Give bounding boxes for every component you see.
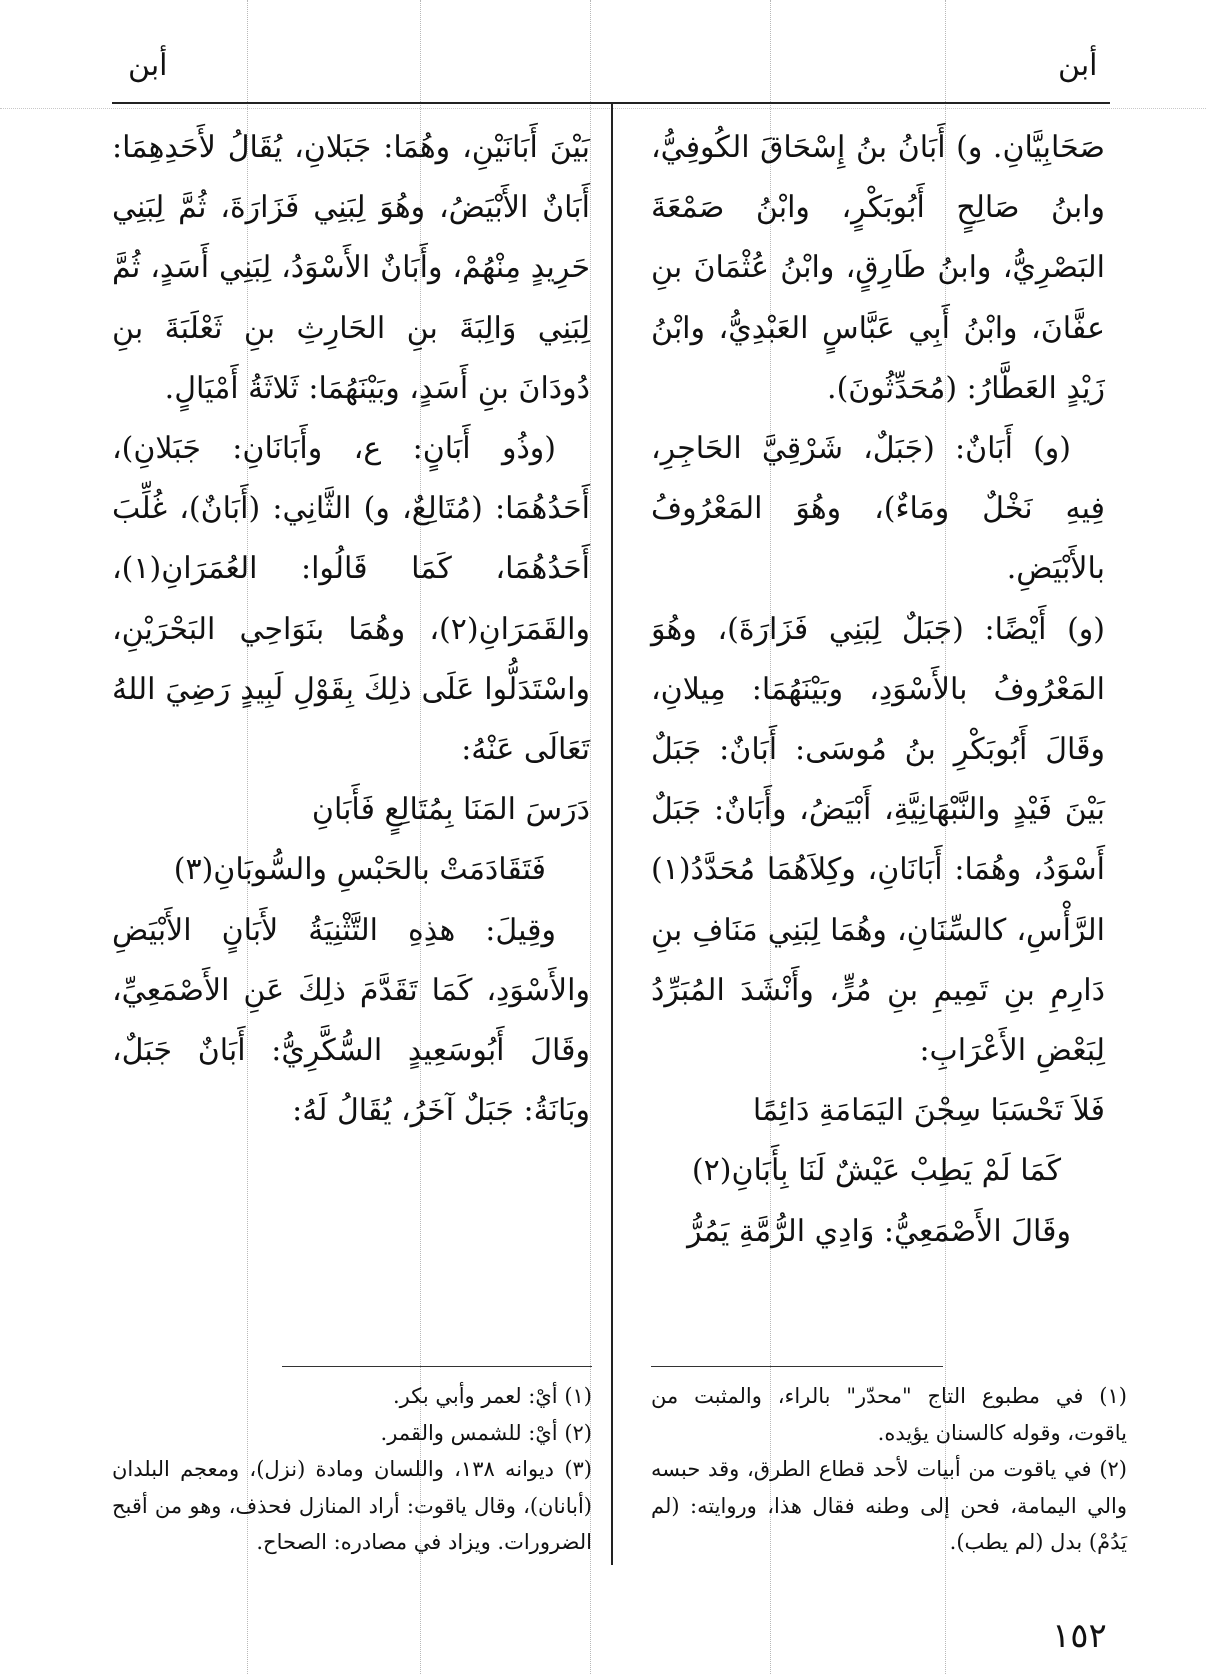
footnote-rule xyxy=(651,1366,943,1367)
running-header-right: أبن xyxy=(1058,48,1098,83)
paragraph: (و) أَبَانٌ: (جَبَلٌ، شَرْقِيَّ الحَاجِرِ، فِيهِ نَخْلٌ ومَاءٌ)، وهُوَ المَعْرُوفُ بالأَبْيَضِ. xyxy=(651,431,1105,587)
left-column xyxy=(112,118,590,1141)
footnote: (٣) ديوانه ١٣٨، واللسان ومادة (نزل)، ومعجم البلدان (أبانان)، وقال ياقوت: أراد المنازل فحذف، وهو من أقبح الضرورات. ويزاد في مصادره: الصحاح. xyxy=(112,1457,592,1554)
footnote: (٢) في ياقوت من أبيات لأحد قطاع الطرق، وقد حبسه والي اليمامة، فحن إلى وطنه فقال هذا، وروايته: (لم يَدُمْ) بدل (لم يطب). xyxy=(651,1457,1127,1554)
footnotes-left xyxy=(112,1378,592,1561)
verse-line: دَرَسَ المَنَا بِمُتَالِعٍ فَأَبَانِ xyxy=(311,792,590,828)
footnote: (١) في مطبوع التاج "محدّر" بالراء، والمثبت من ياقوت، وقوله كالسنان يؤيده. xyxy=(651,1384,1127,1445)
paragraph: (وذُو أَبَانٍ: ع، وأَبَانَانِ: جَبَلانِ)، أَحَدُهُمَا: (مُتَالِعٌ، و) الثَّانِي: (أَبَانٌ)، غُلِّبَ أَحَدُهُمَا، كَمَا قَالُوا: العُمَرَانِ(١)، والقَمَرَانِ(٢)، وهُمَا بنَوَاحِي البَحْرَيْنِ، واسْتَدَلُّوا عَلَى ذلِكَ بِقَوْلِ لَبِيدٍ رَضِيَ اللهُ تَعَالَى عَنْهُ: xyxy=(112,431,590,768)
right-column xyxy=(651,118,1105,1262)
paragraph: وقَالَ الأَصْمَعِيُّ: وَادِي الرُّمَّةِ يَمُرُّ xyxy=(687,1213,1071,1249)
footnote: (١) أيْ: لعمر وأبي بكر. xyxy=(392,1384,592,1408)
verse-line: فَتَقَادَمَتْ بالحَبْسِ والسُّوبَانِ(٣) xyxy=(173,852,546,888)
paragraph: (و) أَيْضًا: (جَبَلٌ لِبَنِي فَزَارَةَ)، وهُوَ المَعْرُوفُ بالأَسْوَدِ، وبَيْنَهُمَا: مِيلانِ، وقَالَ أَبُوبَكْرِ بنُ مُوسَى: أَبَانٌ: جَبَلٌ بَيْنَ فَيْدٍ والنَّبْهَانِيَّةِ، أَبْيَضُ، وأَبَانٌ: جَبَلٌ أَسْوَدُ، وهُمَا: أَبَانَانِ، وكِلاَهُمَا مُحَدَّدُ(١) الرَّأْسِ، كالسِّنَانِ، وهُمَا لِبَنِي مَنَافِ بنِ دَارِمِ بنِ تَمِيمِ بنِ مُرٍّ، وأَنْشَدَ المُبَرِّدُ لِبَعْضِ الأَعْرَابِ: xyxy=(651,611,1105,1069)
paragraph: بَيْنَ أَبَانَيْنِ، وهُمَا: جَبَلانِ، يُقَالُ لأَحَدِهِمَا: أَبَانٌ الأَبْيَضُ، وهُوَ لِبَنِي فَزَارَةَ، ثُمَّ لِبَنِي حَرِيدٍ مِنْهُمْ، وأَبَانٌ الأَسْوَدُ، لِبَنِي أَسَدٍ، ثُمَّ لِبَنِي وَالِبَةَ بنِ الحَارِثِ بنِ ثَعْلَبَةَ بنِ دُودَانَ بنِ أَسَدٍ، وبَيْنَهُمَا: ثَلاثَةُ أَمْيَالٍ. xyxy=(112,130,590,406)
verse-line: كَمَا لَمْ يَطِبْ عَيْشٌ لَنَا بِأَبَانِ(٢) xyxy=(691,1153,1061,1189)
paragraph: وقِيلَ: هذِهِ التَّثْنِيَةُ لأَبَانٍ الأَبْيَضِ والأَسْوَدِ، كَمَا تَقَدَّمَ ذلِكَ عَنِ الأَصْمَعِيِّ، وقَالَ أَبُوسَعِيدٍ السُّكَّرِيُّ: أَبَانٌ جَبَلٌ، وبَانَةُ: جَبَلٌ آخَرُ، يُقَالُ لَهُ: xyxy=(112,912,590,1129)
verse-line: فَلاَ تَحْسَبَا سِجْنَ اليَمَامَةِ دَائِمًا xyxy=(752,1093,1105,1129)
column-divider xyxy=(611,103,613,1565)
scan-guide-line xyxy=(0,108,1206,109)
paragraph: صَحَابِيَّانِ. و) أَبَانُ بنُ إِسْحَاقَ الكُوفِيُّ، وابنُ صَالِحٍ أَبُوبَكْرٍ، وابْنُ صَمْعَةَ البَصْرِيُّ، وابنُ طَارِقٍ، وابْنُ عُثْمَانَ بنِ عفَّانَ، وابْنُ أَبِي عَبَّاسٍ العَبْدِيُّ، وابْنُ زَيْدٍ العَطَّارُ: (مُحَدِّثُونَ). xyxy=(651,130,1105,406)
page-number: ١٥٢ xyxy=(1052,1616,1107,1656)
footnote-rule xyxy=(282,1366,592,1367)
running-header-left: أبن xyxy=(128,48,168,83)
footnotes-right xyxy=(651,1378,1127,1561)
footnote: (٢) أيْ: للشمس والقمر. xyxy=(380,1420,592,1445)
